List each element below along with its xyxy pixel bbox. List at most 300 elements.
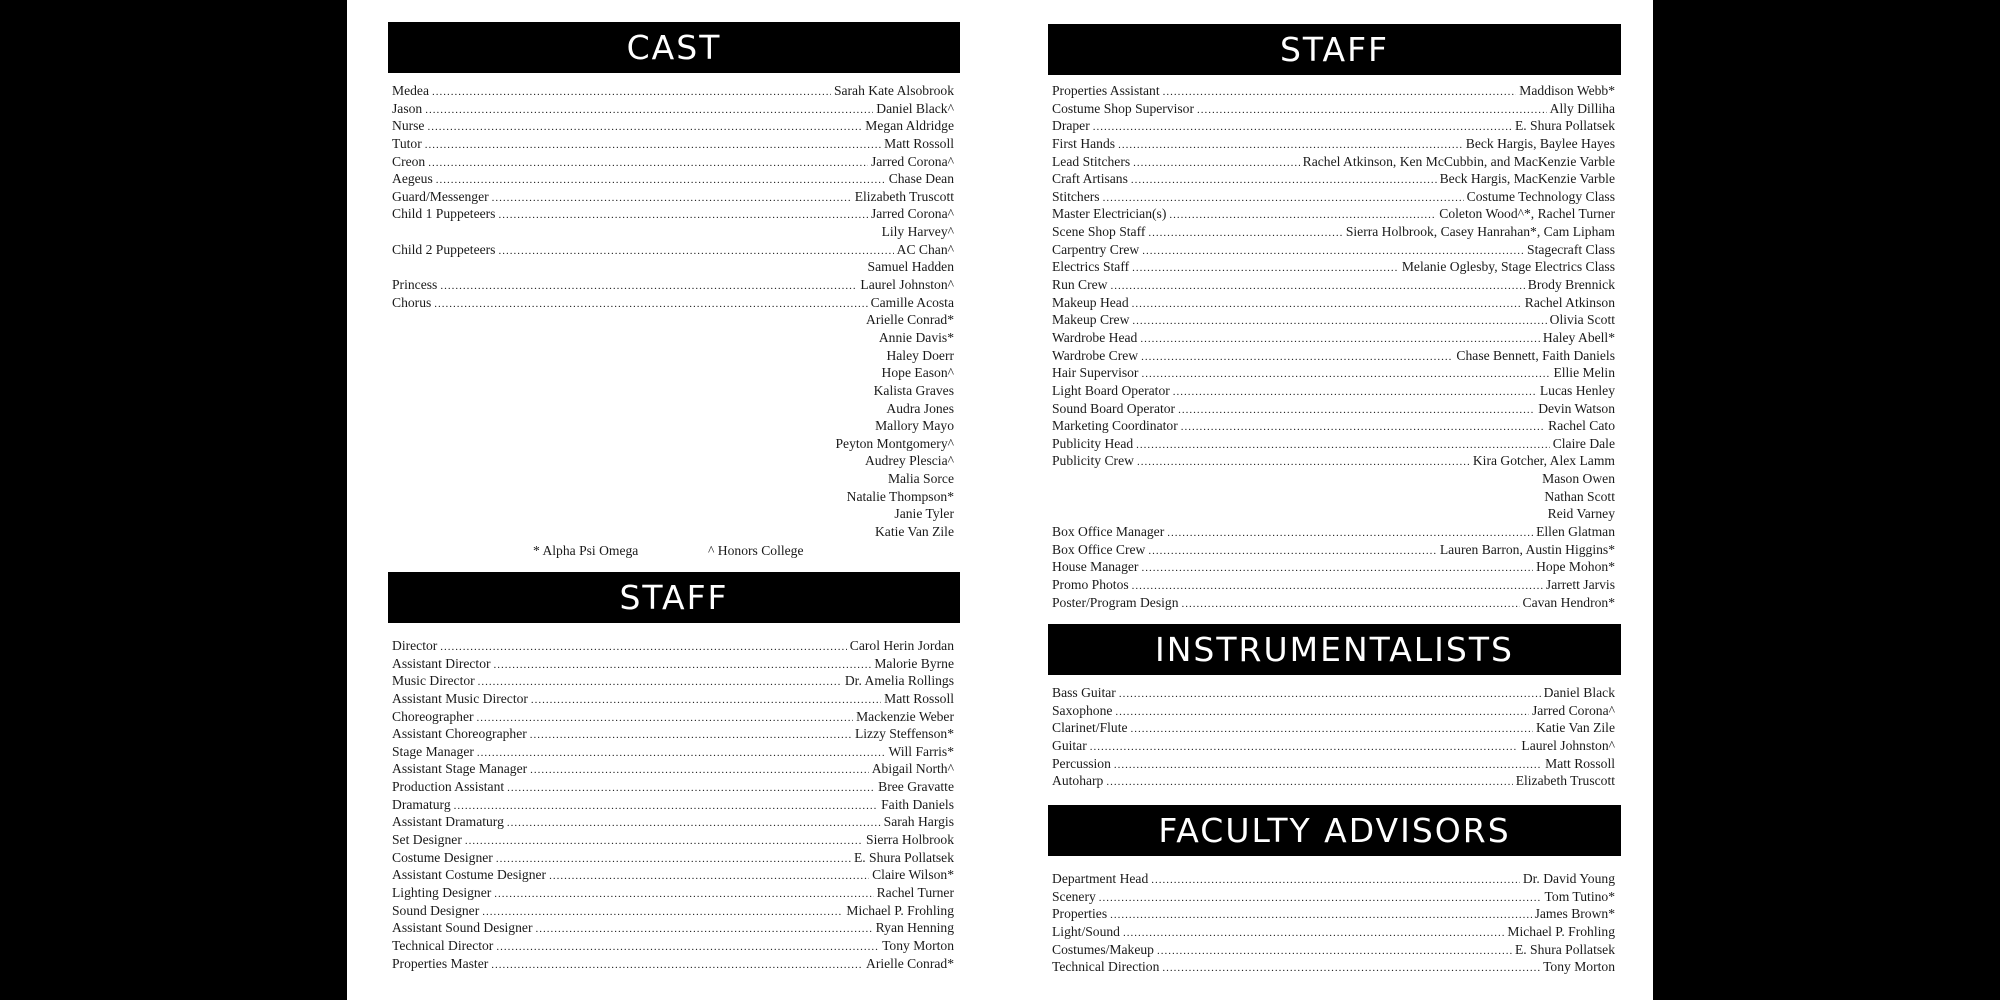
credit-name: Haley Doerr xyxy=(886,347,954,363)
credit-row xyxy=(1048,488,1621,506)
dot-leader xyxy=(482,904,843,922)
credit-row xyxy=(1048,435,1621,453)
dot-leader xyxy=(478,674,842,692)
credit-name: Matt Rossoll xyxy=(884,690,954,706)
credit-row xyxy=(1048,223,1621,241)
dot-leader xyxy=(427,119,862,137)
credit-role: Chorus xyxy=(392,294,432,310)
credit-name: Jarred Corona^ xyxy=(870,153,954,169)
dot-leader xyxy=(432,84,831,102)
dot-leader xyxy=(535,921,872,939)
credit-row xyxy=(388,902,960,920)
credit-role: Saxophone xyxy=(1052,702,1113,718)
credit-name: Claire Wilson* xyxy=(872,867,954,883)
credit-role: Stitchers xyxy=(1052,188,1100,204)
credit-row xyxy=(388,241,960,259)
faculty-advisors-heading: FACULTY ADVISORS xyxy=(1048,805,1621,856)
credit-name: Stagecraft Class xyxy=(1527,241,1615,257)
credit-role: Assistant Sound Designer xyxy=(392,920,533,936)
credit-row xyxy=(1048,311,1621,329)
credit-row xyxy=(1048,452,1621,470)
dot-leader xyxy=(1163,84,1517,102)
credit-row xyxy=(388,831,960,849)
credit-role: Guitar xyxy=(1052,737,1087,753)
credit-role: Nurse xyxy=(392,118,425,134)
staff-heading-left: STAFF xyxy=(388,572,960,623)
credit-row xyxy=(388,170,960,188)
credit-name: Cavan Hendron* xyxy=(1522,594,1615,610)
credit-name: Haley Abell* xyxy=(1542,329,1615,345)
credit-row xyxy=(1048,329,1621,347)
dot-leader xyxy=(1157,943,1512,961)
credit-name: Devin Watson xyxy=(1538,400,1615,416)
dot-leader xyxy=(1123,925,1504,943)
credit-role: Costume Designer xyxy=(392,849,493,865)
credit-name: Audra Jones xyxy=(886,400,954,416)
credit-row xyxy=(1048,100,1621,118)
credit-row xyxy=(1048,719,1621,737)
credit-name: Mackenzie Weber xyxy=(856,708,954,724)
dot-leader xyxy=(1173,384,1537,402)
credit-name: Brody Brennick xyxy=(1527,277,1615,293)
credit-name: Beck Hargis, Baylee Hayes xyxy=(1465,135,1615,151)
honors-college-legend: ^ Honors College xyxy=(708,543,804,558)
credit-role: Marketing Coordinator xyxy=(1052,418,1178,434)
dot-leader xyxy=(434,296,867,314)
credit-row xyxy=(388,760,960,778)
dot-leader xyxy=(465,833,863,851)
credit-row xyxy=(388,117,960,135)
credit-row xyxy=(388,417,960,435)
credit-name: Lizzy Steffenson* xyxy=(854,726,954,742)
credit-role: Dramaturg xyxy=(392,796,451,812)
credit-row xyxy=(388,505,960,523)
dot-leader xyxy=(1131,721,1533,739)
dot-leader xyxy=(1181,419,1545,437)
credit-name: Tony Morton xyxy=(1543,959,1615,975)
credit-row xyxy=(388,937,960,955)
credit-name: Ellen Glatman xyxy=(1536,524,1615,540)
credit-role: First Hands xyxy=(1052,135,1116,151)
credit-row xyxy=(388,135,960,153)
credit-name: Mason Owen xyxy=(1542,471,1615,487)
dot-leader xyxy=(425,102,873,120)
credit-name: Hope Eason^ xyxy=(881,365,954,381)
dot-leader xyxy=(1141,366,1550,384)
credit-role: Light/Sound xyxy=(1052,923,1120,939)
credit-row xyxy=(1048,541,1621,559)
dot-leader xyxy=(492,190,852,208)
credit-row xyxy=(1048,558,1621,576)
credit-row xyxy=(1048,205,1621,223)
staff-heading-right: STAFF xyxy=(1048,24,1621,75)
dot-leader xyxy=(436,172,886,190)
credit-role: Wardrobe Head xyxy=(1052,329,1138,345)
credit-name: Natalie Thompson* xyxy=(846,488,954,504)
credit-name: Carol Herin Jordan xyxy=(849,638,954,653)
credit-role: Aegeus xyxy=(392,171,433,187)
credit-name: Daniel Black xyxy=(1543,685,1615,700)
credit-name: Kalista Graves xyxy=(873,382,954,398)
credit-row xyxy=(1048,905,1621,923)
credit-role: Properties Master xyxy=(392,955,489,971)
credit-row xyxy=(1048,888,1621,906)
credit-row xyxy=(1048,188,1621,206)
dot-leader xyxy=(1178,402,1535,420)
credit-name: Rachel Atkinson, Ken McCubbin, and MacKenzie Varble xyxy=(1302,153,1615,169)
credit-name: Beck Hargis, MacKenzie Varble xyxy=(1439,171,1615,187)
dot-leader xyxy=(1151,872,1520,890)
credit-role: Costumes/Makeup xyxy=(1052,941,1154,957)
dot-leader xyxy=(496,851,851,869)
credit-name: Coleton Wood^*, Rachel Turner xyxy=(1439,206,1615,222)
credit-name: E. Shura Pollatsek xyxy=(1514,118,1615,134)
dot-leader xyxy=(530,727,852,745)
credit-role: Makeup Crew xyxy=(1052,312,1130,328)
credit-name: Bree Gravatte xyxy=(878,779,954,795)
credit-name: Chase Bennett, Faith Daniels xyxy=(1456,347,1615,363)
credit-name: E. Shura Pollatsek xyxy=(1514,941,1615,957)
credit-row xyxy=(388,311,960,329)
credit-name: Matt Rossoll xyxy=(884,135,954,151)
credit-name: Malorie Byrne xyxy=(874,655,954,671)
dot-leader xyxy=(494,886,873,904)
credit-name: Audrey Plescia^ xyxy=(864,453,954,469)
credit-name: Arielle Conrad* xyxy=(866,312,954,328)
dot-leader xyxy=(1090,739,1519,757)
credit-role: Stage Manager xyxy=(392,743,474,759)
credit-row xyxy=(388,329,960,347)
credit-name: Faith Daniels xyxy=(881,796,954,812)
credit-name: Chase Dean xyxy=(888,171,954,187)
credit-role: Jason xyxy=(392,100,423,116)
credit-role: Promo Photos xyxy=(1052,576,1129,592)
dot-leader xyxy=(1110,907,1531,925)
credit-role: Creon xyxy=(392,153,426,169)
credit-role: Assistant Music Director xyxy=(392,690,528,706)
credit-row xyxy=(388,778,960,796)
credit-name: Ally Dilliha xyxy=(1549,100,1615,116)
dot-leader xyxy=(1119,686,1541,704)
credit-row xyxy=(388,796,960,814)
credit-role: Properties Assistant xyxy=(1052,83,1160,98)
dot-leader xyxy=(549,868,869,886)
alpha-psi-omega-legend: * Alpha Psi Omega xyxy=(533,543,639,558)
credit-name: Annie Davis* xyxy=(878,329,954,345)
credit-role: Assistant Director xyxy=(392,655,491,671)
credit-name: Abigail North^ xyxy=(871,761,954,777)
credit-role: Light Board Operator xyxy=(1052,382,1170,398)
dot-leader xyxy=(1162,960,1540,978)
dot-leader xyxy=(440,639,847,657)
credit-row xyxy=(388,955,960,973)
credit-name: Reid Varney xyxy=(1547,506,1615,522)
credit-name: Sierra Holbrook, Casey Hanrahan*, Cam Lipham xyxy=(1345,224,1615,240)
dot-leader xyxy=(494,657,872,675)
credit-row xyxy=(388,347,960,365)
credit-row xyxy=(388,743,960,761)
credit-name: Mallory Mayo xyxy=(875,418,954,434)
dot-leader xyxy=(1106,774,1512,792)
cast-heading: CAST xyxy=(388,22,960,73)
dot-leader xyxy=(1131,172,1437,190)
dot-leader xyxy=(1182,596,1520,614)
credit-role: Lighting Designer xyxy=(392,884,492,900)
credit-row xyxy=(388,400,960,418)
dot-leader xyxy=(1148,225,1342,243)
credit-row xyxy=(1048,958,1621,976)
credit-role: Box Office Manager xyxy=(1052,524,1165,540)
program-page xyxy=(347,0,1653,1000)
credit-name: Sierra Holbrook xyxy=(866,832,954,848)
credit-row xyxy=(388,452,960,470)
credit-row xyxy=(1048,153,1621,171)
credit-role: Run Crew xyxy=(1052,277,1108,293)
credit-name: Nathan Scott xyxy=(1544,488,1615,504)
credit-role: Costume Shop Supervisor xyxy=(1052,100,1194,116)
credit-name: AC Chan^ xyxy=(896,241,954,257)
credit-row xyxy=(1048,382,1621,400)
credit-name: Dr. David Young xyxy=(1522,871,1615,886)
credit-row xyxy=(388,382,960,400)
credit-name: Dr. Amelia Rollings xyxy=(844,673,954,689)
credit-name: Malia Sorce xyxy=(887,471,954,487)
credit-role: Publicity Crew xyxy=(1052,453,1134,469)
credit-row xyxy=(388,205,960,223)
dot-leader xyxy=(1132,313,1546,331)
credit-name: Will Farris* xyxy=(888,743,954,759)
credit-role: Assistant Stage Manager xyxy=(392,761,528,777)
credit-name: Hope Mohon* xyxy=(1536,559,1615,575)
credit-role: Child 1 Puppeteers xyxy=(392,206,496,222)
credit-row xyxy=(1048,82,1621,100)
credit-row xyxy=(388,655,960,673)
dot-leader xyxy=(496,939,879,957)
credit-row xyxy=(388,884,960,902)
credit-name: Samuel Hadden xyxy=(867,259,954,275)
left-column xyxy=(388,0,960,1000)
credit-row xyxy=(1048,170,1621,188)
credit-row xyxy=(1048,870,1621,888)
credit-row xyxy=(388,470,960,488)
dot-leader xyxy=(507,780,875,798)
dot-leader xyxy=(1115,704,1529,722)
credit-name: Arielle Conrad* xyxy=(866,955,954,971)
dot-leader xyxy=(1148,543,1436,561)
credit-role: Production Assistant xyxy=(392,779,505,795)
credit-role: Music Director xyxy=(392,673,475,689)
credit-role: Poster/Program Design xyxy=(1052,594,1179,610)
credit-name: Melanie Oglesby, Stage Electrics Class xyxy=(1401,259,1615,275)
credit-name: Jarrett Jarvis xyxy=(1545,576,1615,592)
credit-name: Sarah Kate Alsobrook xyxy=(833,83,954,98)
credit-name: Sarah Hargis xyxy=(883,814,954,830)
credit-row xyxy=(388,364,960,382)
credit-name: Peyton Montgomery^ xyxy=(835,435,954,451)
credit-name: Daniel Black^ xyxy=(876,100,954,116)
dot-leader xyxy=(1099,890,1542,908)
credit-role: Princess xyxy=(392,277,438,293)
dot-leader xyxy=(477,710,854,728)
credit-row xyxy=(388,276,960,294)
credit-row xyxy=(388,919,960,937)
credit-role: Publicity Head xyxy=(1052,435,1134,451)
credit-row xyxy=(388,637,960,655)
dot-leader xyxy=(1111,278,1525,296)
credit-row xyxy=(388,866,960,884)
credit-role: Box Office Crew xyxy=(1052,541,1146,557)
credit-row xyxy=(388,294,960,312)
credit-row xyxy=(1048,135,1621,153)
credit-role: Sound Board Operator xyxy=(1052,400,1176,416)
credit-role: Choreographer xyxy=(392,708,474,724)
dot-leader xyxy=(1132,578,1543,596)
staff-list-right xyxy=(1048,82,1621,611)
credit-role: Wardrobe Crew xyxy=(1052,347,1139,363)
credit-name: Claire Dale xyxy=(1552,435,1615,451)
credit-name: Elizabeth Truscott xyxy=(854,188,954,204)
credit-role: Hair Supervisor xyxy=(1052,365,1139,381)
credit-name: Janie Tyler xyxy=(894,506,954,522)
credit-role: Draper xyxy=(1052,118,1090,134)
credit-row xyxy=(1048,684,1621,702)
credit-row xyxy=(1048,505,1621,523)
credit-name: Katie Van Zile xyxy=(874,524,954,540)
credit-name: Olivia Scott xyxy=(1549,312,1615,328)
credit-row xyxy=(388,82,960,100)
credit-row xyxy=(1048,737,1621,755)
credit-row xyxy=(1048,594,1621,612)
dot-leader xyxy=(440,278,857,296)
dot-leader xyxy=(477,745,886,763)
credit-role: Tutor xyxy=(392,135,422,151)
dot-leader xyxy=(498,243,893,261)
staff-list-left xyxy=(388,637,960,972)
credit-name: Tony Morton xyxy=(882,937,954,953)
credit-row xyxy=(1048,576,1621,594)
credit-role: Scene Shop Staff xyxy=(1052,224,1146,240)
credit-name: Lauren Barron, Austin Higgins* xyxy=(1439,541,1615,557)
credit-name: Lucas Henley xyxy=(1539,382,1615,398)
credit-row xyxy=(388,813,960,831)
credit-role: Assistant Costume Designer xyxy=(392,867,547,883)
credit-row xyxy=(1048,400,1621,418)
credit-role: Percussion xyxy=(1052,755,1111,771)
right-column xyxy=(1048,0,1621,1000)
credit-name: Rachel Atkinson xyxy=(1524,294,1615,310)
credit-name: Matt Rossoll xyxy=(1545,755,1615,771)
credit-name: James Brown* xyxy=(1534,906,1615,922)
credit-row xyxy=(388,672,960,690)
credit-name: Rachel Cato xyxy=(1548,418,1615,434)
credit-row xyxy=(1048,755,1621,773)
dot-leader xyxy=(1133,155,1300,173)
credit-role: Assistant Choreographer xyxy=(392,726,527,742)
credit-row xyxy=(388,523,960,541)
credit-row xyxy=(388,708,960,726)
credit-row xyxy=(1048,117,1621,135)
credit-role: Set Designer xyxy=(392,832,462,848)
credit-role: Clarinet/Flute xyxy=(1052,720,1128,736)
credit-row xyxy=(1048,470,1621,488)
credit-row xyxy=(1048,241,1621,259)
credit-role: House Manager xyxy=(1052,559,1139,575)
credit-row xyxy=(1048,258,1621,276)
credit-role: Scenery xyxy=(1052,888,1096,904)
credit-name: Maddison Webb* xyxy=(1519,83,1615,98)
credit-name: Lily Harvey^ xyxy=(881,224,954,240)
credit-role: Electrics Staff xyxy=(1052,259,1130,275)
credit-role: Craft Artisans xyxy=(1052,171,1128,187)
credit-role: Bass Guitar xyxy=(1052,685,1116,700)
credit-role: Makeup Head xyxy=(1052,294,1129,310)
credit-row xyxy=(1048,941,1621,959)
credit-role: Sound Designer xyxy=(392,902,480,918)
credit-row xyxy=(388,153,960,171)
credit-name: Tom Tutino* xyxy=(1544,888,1615,904)
credit-name: Megan Aldridge xyxy=(865,118,954,134)
dot-leader xyxy=(530,762,869,780)
credit-row xyxy=(388,188,960,206)
dot-leader xyxy=(1197,102,1547,120)
credit-name: Jarred Corona^ xyxy=(870,206,954,222)
cast-list xyxy=(388,82,960,541)
credit-name: Ellie Melin xyxy=(1553,365,1615,381)
credit-row xyxy=(1048,347,1621,365)
credit-row xyxy=(388,690,960,708)
dot-leader xyxy=(491,957,863,975)
credit-row xyxy=(1048,923,1621,941)
credit-role: Technical Direction xyxy=(1052,959,1160,975)
credit-role: Master Electrician(s) xyxy=(1052,206,1167,222)
credit-name: Elizabeth Truscott xyxy=(1515,773,1615,789)
credit-row xyxy=(388,435,960,453)
credit-role: Director xyxy=(392,638,438,653)
dot-leader xyxy=(1141,349,1453,367)
credit-name: Rachel Turner xyxy=(876,884,954,900)
dot-leader xyxy=(1137,454,1470,472)
dot-leader xyxy=(454,798,878,816)
dot-leader xyxy=(1093,119,1512,137)
credit-role: Child 2 Puppeteers xyxy=(392,241,496,257)
dot-leader xyxy=(1141,560,1533,578)
credit-row xyxy=(1048,772,1621,790)
credit-name: Michael P. Frohling xyxy=(1507,923,1615,939)
credit-row xyxy=(388,849,960,867)
credit-row xyxy=(1048,294,1621,312)
credit-name: Laurel Johnston^ xyxy=(1521,737,1615,753)
credit-row xyxy=(1048,702,1621,720)
credit-name: Laurel Johnston^ xyxy=(860,277,954,293)
credit-row xyxy=(1048,364,1621,382)
credit-name: Jarred Corona^ xyxy=(1531,702,1615,718)
credit-role: Department Head xyxy=(1052,871,1149,886)
credit-role: Properties xyxy=(1052,906,1108,922)
credit-name: Katie Van Zile xyxy=(1535,720,1615,736)
credit-row xyxy=(388,223,960,241)
credit-row xyxy=(1048,523,1621,541)
credit-role: Technical Director xyxy=(392,937,494,953)
credit-name: Costume Technology Class xyxy=(1466,188,1615,204)
credit-role: Medea xyxy=(392,83,429,98)
credit-row xyxy=(1048,417,1621,435)
credit-name: Ryan Henning xyxy=(875,920,954,936)
dot-leader xyxy=(498,207,868,225)
credit-name: Kira Gotcher, Alex Lamm xyxy=(1472,453,1615,469)
dot-leader xyxy=(1132,260,1399,278)
credit-name: Michael P. Frohling xyxy=(846,902,954,918)
credit-row xyxy=(1048,276,1621,294)
